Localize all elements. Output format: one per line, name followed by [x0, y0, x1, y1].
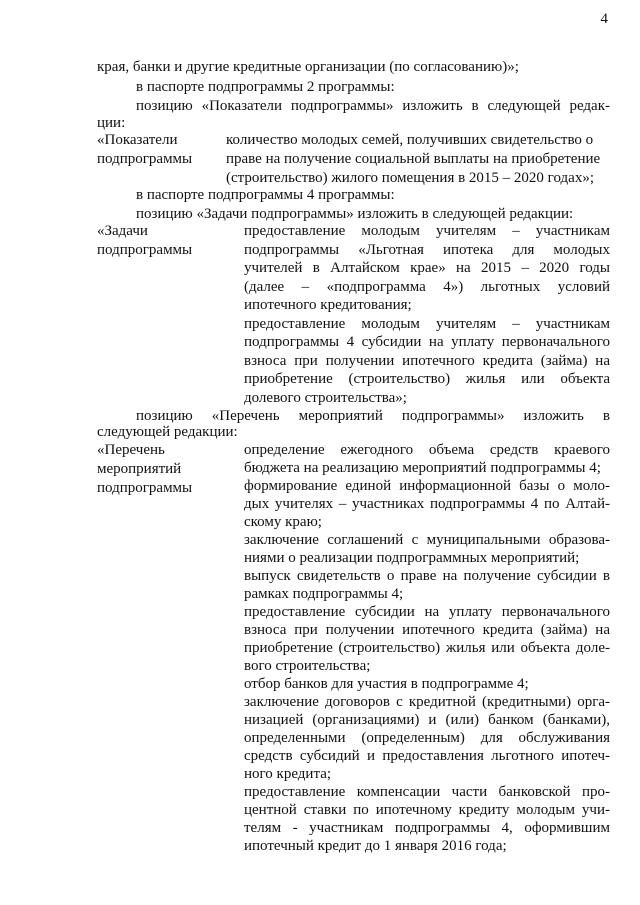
row-content-line: подпрограммы «Льготная ипотека для молодых — [244, 242, 610, 258]
row-content-line: приобретение (строительство) жилья или объекта доле- — [244, 640, 610, 656]
row-label-line: подпрограммы — [97, 151, 193, 167]
row-content-line: подпрограммы 4 субсидии на уплату первоначального — [244, 334, 610, 350]
row-content-line: низацией (организациями) и (или) банком (банками), — [244, 712, 610, 728]
row-content-line: вого строительства; — [244, 658, 371, 674]
row-content-line: (далее – «подпрограмма 4») льготных условий — [244, 279, 610, 295]
row-content-line: рамках подпрограммы 4; — [244, 586, 404, 602]
row-content-line: ниями о реализации подпрограммных мероприятий; — [244, 550, 580, 566]
row-content-line: выпуск свидетельств о праве на получение субсидии в — [244, 568, 610, 584]
row-label-line: «Перечень — [97, 442, 165, 458]
row-label-line: подпрограммы — [97, 480, 193, 496]
text-line: позицию «Показатели подпрограммы» изложить в следующей редак- — [136, 98, 610, 114]
row-label-line: «Задачи — [97, 223, 148, 239]
row-content-line: взноса при получении ипотечного кредита (займа) на — [244, 622, 610, 638]
text-line: края, банки и другие кредитные организации (по согласованию)»; — [97, 59, 519, 75]
row-content-line: учителей в Алтайском крае» на 2015 – 2020 годы — [244, 260, 610, 276]
row-content-line: формирование единой информационной базы о моло- — [244, 478, 610, 494]
row-content-line: предоставление компенсации части банковской про- — [244, 784, 610, 800]
row-content-line: (строительство) жилого помещения в 2015 – 2020 годах»; — [226, 170, 594, 186]
row-content-line: предоставление молодым учителям – участникам — [244, 316, 610, 332]
row-content-line: определенными (определенным) для обслуживания — [244, 730, 610, 746]
row-content-line: отбор банков для участия в подпрограмме 4; — [244, 676, 529, 692]
page-number: 4 — [600, 11, 608, 27]
row-label-line: мероприятий — [97, 461, 182, 477]
row-content-line: праве на получение социальной выплаты на приобретение — [226, 151, 601, 167]
text-line: ции: — [97, 115, 126, 131]
text-line: позицию «Перечень мероприятий подпрограммы» изложить в — [136, 408, 610, 424]
text-line: позицию «Задачи подпрограммы» изложить в следующей редакции: — [136, 206, 574, 222]
row-content-line: бюджета на реализацию мероприятий подпрограммы 4; — [244, 460, 601, 476]
text-line: в паспорте подпрограммы 2 программы: — [136, 79, 395, 95]
row-content-line: средств субсидий и предоставления льготного ипотеч- — [244, 748, 610, 764]
row-content-line: долевого строительства»; — [244, 390, 407, 406]
row-content-line: заключение договоров с кредитной (кредитными) орга- — [244, 694, 610, 710]
row-content-line: скому краю; — [244, 514, 322, 530]
row-content-line: предоставление субсидии на уплату первоначального — [244, 604, 610, 620]
row-content-line: ного кредита; — [244, 766, 332, 782]
row-content-line: ипотечный кредит до 1 января 2016 года; — [244, 838, 507, 854]
row-content-line: телям - участникам подпрограммы 4, оформившим — [244, 820, 610, 836]
row-content-line: центной ставки по ипотечному кредиту молодым учи- — [244, 802, 610, 818]
row-content-line: предоставление молодым учителям – участникам — [244, 223, 610, 239]
row-content-line: определение ежегодного объема средств краевого — [244, 442, 610, 458]
text-line: в паспорте подпрограммы 4 программы: — [136, 187, 395, 203]
row-content-line: ипотечного кредитования; — [244, 297, 412, 313]
row-content-line: количество молодых семей, получивших свидетельство о — [226, 132, 594, 148]
row-content-line: приобретение (строительство) жилья или объекта — [244, 371, 610, 387]
row-label-line: «Показатели — [97, 132, 178, 148]
row-content-line: заключение соглашений с муниципальными образова- — [244, 532, 610, 548]
text-line: следующей редакции: — [97, 424, 238, 440]
row-content-line: дых учителях – участниках подпрограммы 4 по Алтай- — [244, 496, 610, 512]
row-content-line: взноса при получении ипотечного кредита (займа) на — [244, 353, 610, 369]
row-label-line: подпрограммы — [97, 242, 193, 258]
